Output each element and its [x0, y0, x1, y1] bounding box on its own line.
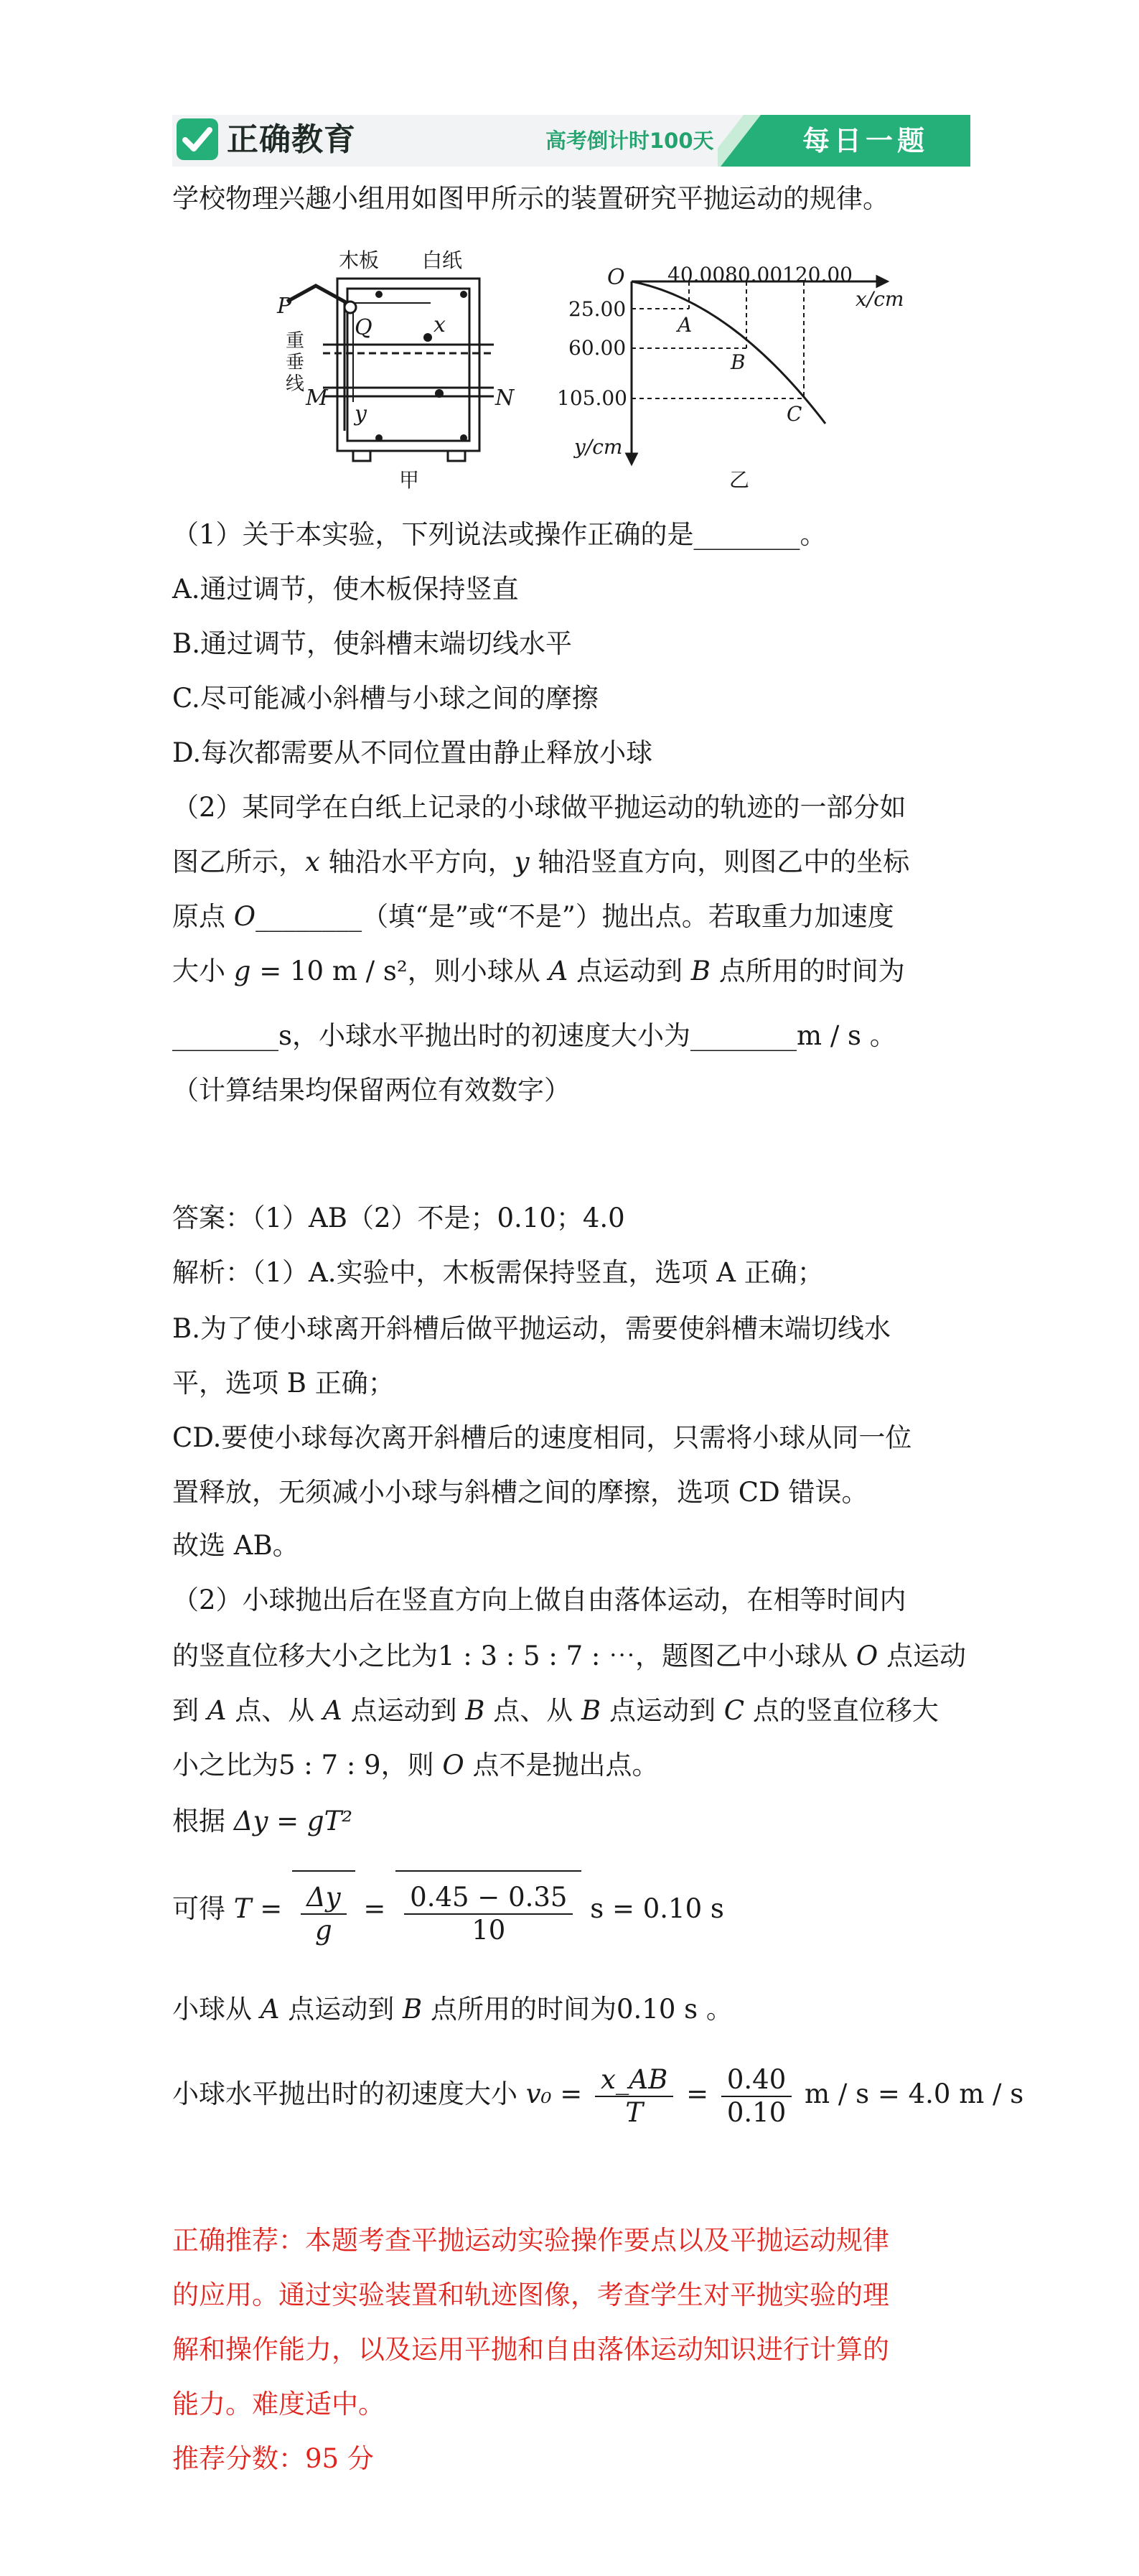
- y-axis-label: y/cm: [574, 435, 623, 459]
- part2-line2: 图乙所示，x 轴沿水平方向，y 轴沿竖直方向，则图乙中的坐标: [172, 846, 910, 877]
- option-a: A.通过调节，使木板保持竖直: [172, 574, 519, 605]
- analysis-line5: 置释放，无须减小小球与斜槽之间的摩擦，选项 CD 错误。: [172, 1477, 868, 1508]
- countdown-text: 高考倒计时100天: [545, 129, 714, 153]
- sqrt-2: $\frac{0.45 - 0.35}{10}$: [395, 1870, 581, 1952]
- recommend-line4: 能力。难度适中。: [172, 2389, 385, 2419]
- point-C: C: [787, 402, 802, 426]
- answer-line: 答案：（1）AB（2）不是；0.10；4.0: [172, 1203, 625, 1233]
- x-tick-40: 40.00: [667, 263, 726, 286]
- analysis-line6: 故选 AB。: [172, 1530, 299, 1561]
- y-tick-105: 105.00: [557, 386, 627, 410]
- label-P: P: [277, 294, 292, 319]
- label-wood-board: 木板: [339, 248, 380, 272]
- y-tick-25: 25.00: [568, 297, 627, 321]
- analysis-line12-formula: 可得 T = $\frac{\Delta y}{g}$ = $\frac{0.45 - 0.35}{10}$ s = 0.10 s: [172, 1870, 724, 1952]
- label-N: N: [495, 386, 515, 411]
- part2-line4: 大小 g = 10 m / s²，则小球从 A 点运动到 B 点所用的时间为: [172, 956, 905, 986]
- part2-line1: （2）某同学在白纸上记录的小球做平抛运动的轨迹的一部分如: [172, 792, 906, 823]
- caption-yi: 乙: [729, 468, 750, 492]
- option-b: B.通过调节，使斜槽末端切线水平: [172, 628, 572, 659]
- analysis-line10: 小之比为5 : 7 : 9，则 O 点不是抛出点。: [172, 1750, 659, 1781]
- recommend-line2: 的应用。通过实验装置和轨迹图像，考查学生对平抛实验的理: [172, 2279, 889, 2310]
- y-tick-60: 60.00: [568, 336, 627, 360]
- analysis-line14-formula: 小球水平抛出时的初速度大小 v₀ = $\frac{x\_AB}{T}$ = $\frac{0.40}{0.10}$ m / s = 4.0 m / s: [172, 2063, 1024, 2128]
- part2-line3: 原点 O________（填“是”或“不是”）抛出点。若取重力加速度: [172, 901, 894, 932]
- point-A: A: [678, 313, 693, 337]
- analysis-line8: 的竖直位移大小之比为1 : 3 : 5 : 7 : ⋯，题图乙中小球从 O 点运动: [172, 1641, 966, 1671]
- part1-prompt: （1）关于本实验，下列说法或操作正确的是________。: [172, 519, 827, 550]
- label-M: M: [306, 386, 328, 411]
- analysis-line11: 根据 Δy = gT²: [172, 1806, 353, 1837]
- recommend-line3: 解和操作能力，以及运用平抛和自由落体运动知识进行计算的: [172, 2334, 889, 2365]
- analysis-line7: （2）小球抛出后在竖直方向上做自由落体运动，在相等时间内: [172, 1585, 906, 1615]
- logo-text: 正确教育: [227, 121, 356, 158]
- point-B: B: [731, 350, 746, 374]
- analysis-line9: 到 A 点、从 A 点运动到 B 点、从 B 点运动到 C 点的竖直位移大: [172, 1695, 939, 1726]
- analysis-line1: 解析：（1）A.实验中，木板需保持竖直，选项 A 正确；: [172, 1257, 824, 1288]
- analysis-line3: 平，选项 B 正确；: [172, 1368, 395, 1399]
- option-d: D.每次都需要从不同位置由静止释放小球: [172, 737, 653, 768]
- question-intro: 学校物理兴趣小组用如图甲所示的装置研究平抛运动的规律。: [172, 183, 889, 214]
- part2-line6: （计算结果均保留两位有效数字）: [172, 1075, 571, 1106]
- recommend-line1: 正确推荐：本题考查平抛运动实验操作要点以及平抛运动规律: [172, 2225, 889, 2256]
- x-tick-120: 120.00: [782, 263, 853, 286]
- chute: [287, 286, 350, 306]
- x-tick-80: 80.00: [725, 263, 783, 286]
- analysis-line4: CD.要使小球每次离开斜槽后的速度相同，只需将小球从同一位: [172, 1422, 912, 1453]
- recommend-score: 推荐分数：95 分: [172, 2443, 374, 2474]
- origin-O: O: [607, 265, 625, 290]
- label-plumb-line: 重垂线: [286, 330, 305, 395]
- analysis-line13: 小球从 A 点运动到 B 点所用的时间为0.10 s 。: [172, 1994, 733, 2025]
- caption-jia: 甲: [399, 468, 420, 492]
- x-axis-label: x/cm: [856, 287, 904, 311]
- sqrt-1: $\frac{\Delta y}{g}$: [292, 1870, 355, 1952]
- y-axis-arrow: [627, 454, 637, 464]
- label-Q: Q: [355, 315, 372, 340]
- label-y-jia: y: [355, 401, 367, 426]
- label-white-paper: 白纸: [422, 248, 463, 272]
- option-c: C.尽可能减小斜槽与小球之间的摩擦: [172, 683, 599, 714]
- analysis-line2: B.为了使小球离开斜槽后做平抛运动，需要使斜槽末端切线水: [172, 1313, 891, 1344]
- logo-check-icon: [177, 118, 218, 160]
- daily-title: 每日一题: [802, 125, 929, 157]
- label-x-jia: x: [433, 312, 446, 337]
- part2-line5: ________s，小球水平抛出时的初速度大小为________m / s 。: [172, 1020, 896, 1051]
